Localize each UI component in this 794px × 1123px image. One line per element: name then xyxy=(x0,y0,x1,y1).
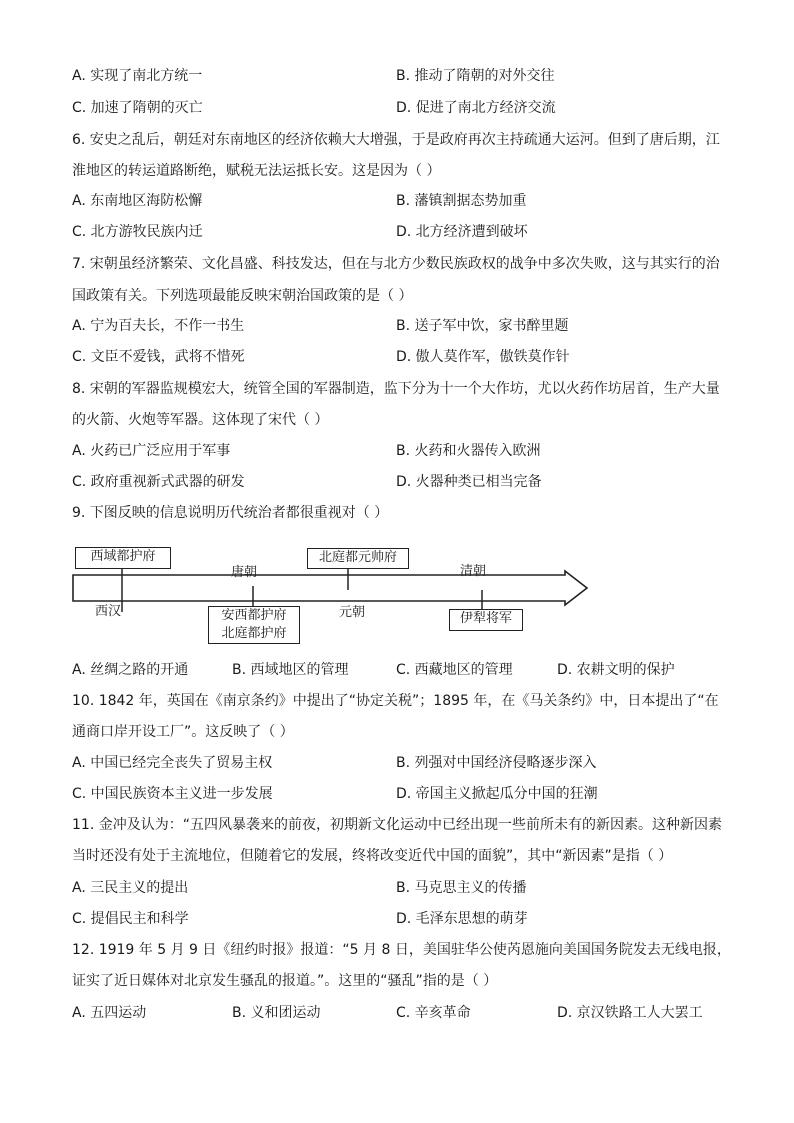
q12-stem-line-1: 12. 1919 年 5 月 9 日《纽约时报》报道：“5 月 8 日，美国驻华公使芮恩施向美国国务院发去无线电报， xyxy=(72,942,731,958)
q10-option-a: A. 中国已经完全丧失了贸易主权 xyxy=(72,755,273,771)
q8-option-b: B. 火药和火器传入欧洲 xyxy=(396,443,541,459)
q11-stem-line-1: 11. 金冲及认为：“五四风暴袭来的前夜，初期新文化运动中已经出现一些前所未有的新因素。这种新因素 xyxy=(72,817,722,833)
q6-option-a: A. 东南地区海防松懈 xyxy=(72,193,203,209)
box-anxi-line-2: 北庭都护府 xyxy=(221,626,287,641)
q8-stem-line-1: 8. 宋朝的军器监规模宏大，统管全国的军器制造，监下分为十一个大作坊，尤以火药作坊居首，生产大量 xyxy=(72,381,720,397)
q7-stem-line-1: 7. 宋朝虽经济繁荣、文化昌盛、科技发达，但在与北方少数民族政权的战争中多次失败，这与其实行的治 xyxy=(72,256,720,272)
q9-option-c: C. 西藏地区的管理 xyxy=(396,662,513,678)
q12-option-d: D. 京汉铁路工人大罢工 xyxy=(557,1005,703,1021)
q7-stem-line-2: 国政策有关。下列选项最能反映宋朝治国政策的是（ ） xyxy=(72,288,413,304)
q6-stem-line-2: 淮地区的转运道路断绝，赋税无法运抵长安。这是因为（ ） xyxy=(72,163,441,179)
q10-option-b: B. 列强对中国经济侵略逐步深入 xyxy=(396,755,597,771)
box-xiyu-duhufu: 西域都护府 xyxy=(75,547,171,569)
q9-option-a: A. 丝绸之路的开通 xyxy=(72,662,189,678)
q5-option-d: D. 促进了南北方经济交流 xyxy=(396,100,556,116)
label-yuan: 元朝 xyxy=(339,605,366,620)
q5-option-b: B. 推动了隋朝的对外交往 xyxy=(396,68,555,84)
q6-stem-line-1: 6. 安史之乱后，朝廷对东南地区的经济依赖大大增强，于是政府再次主持疏通大运河。但到了唐后期，江 xyxy=(72,132,720,148)
q12-stem-line-2: 证实了近日媒体对北京发生骚乱的报道。”。这里的“骚乱”指的是（ ） xyxy=(72,973,498,989)
box-yili-jiangjun: 伊犁将军 xyxy=(449,609,523,631)
box-anxi-line-1: 安西都护府 xyxy=(221,608,287,623)
q7-option-a: A. 宁为百夫长，不作一书生 xyxy=(72,318,245,334)
q9-option-d: D. 农耕文明的保护 xyxy=(557,662,675,678)
q8-option-c: C. 政府重视新式武器的研发 xyxy=(72,474,245,490)
box-anxi-beiting xyxy=(208,606,300,644)
q11-option-d: D. 毛泽东思想的萌芽 xyxy=(396,911,528,927)
box-beiting-yuanshuaifu: 北庭都元帅府 xyxy=(307,548,409,569)
q10-stem-line-1: 10. 1842 年，英国在《南京条约》中提出了“协定关税”；1895 年，在《马关条约》中，日本提出了“在 xyxy=(72,693,719,709)
q11-option-b: B. 马克思主义的传播 xyxy=(396,880,527,896)
q7-option-d: D. 傲人莫作军，傲铁莫作针 xyxy=(396,349,570,365)
label-xihan: 西汉 xyxy=(95,604,122,619)
q9-stem: 9. 下图反映的信息说明历代统治者都很重视对（ ） xyxy=(72,505,389,521)
q6-option-d: D. 北方经济遭到破坏 xyxy=(396,224,528,240)
q10-option-c: C. 中国民族资本主义进一步发展 xyxy=(72,786,273,802)
q8-option-d: D. 火器种类已相当完备 xyxy=(396,474,542,490)
q9-option-b: B. 西域地区的管理 xyxy=(232,662,349,678)
q10-option-d: D. 帝国主义掀起瓜分中国的狂潮 xyxy=(396,786,598,802)
q5-option-c: C. 加速了隋朝的灭亡 xyxy=(72,100,203,116)
q6-option-b: B. 藩镇割据态势加重 xyxy=(396,193,527,209)
q10-stem-line-2: 通商口岸开设工厂”。这反映了（ ） xyxy=(72,724,294,740)
q12-option-b: B. 义和团运动 xyxy=(232,1005,321,1021)
q7-option-b: B. 送子军中饮，家书醉里题 xyxy=(396,318,569,334)
q7-option-c: C. 文臣不爱钱，武将不惜死 xyxy=(72,349,245,365)
q5-option-a: A. 实现了南北方统一 xyxy=(72,68,203,84)
q11-option-c: C. 提倡民主和科学 xyxy=(72,911,189,927)
q6-option-c: C. 北方游牧民族内迁 xyxy=(72,224,203,240)
q11-stem-line-2: 当时还没有处于主流地位，但随着它的发展，终将改变近代中国的面貌”，其中“新因素”是指（ ） xyxy=(72,848,673,864)
label-tang: 唐朝 xyxy=(231,565,258,580)
q12-option-c: C. 辛亥革命 xyxy=(396,1005,471,1021)
q11-option-a: A. 三民主义的提出 xyxy=(72,880,189,896)
q8-option-a: A. 火药已广泛应用于军事 xyxy=(72,443,231,459)
q12-option-a: A. 五四运动 xyxy=(72,1005,147,1021)
label-qing: 清朝 xyxy=(460,564,487,579)
q8-stem-line-2: 的火箭、火炮等军器。这体现了宋代（ ） xyxy=(72,412,329,428)
